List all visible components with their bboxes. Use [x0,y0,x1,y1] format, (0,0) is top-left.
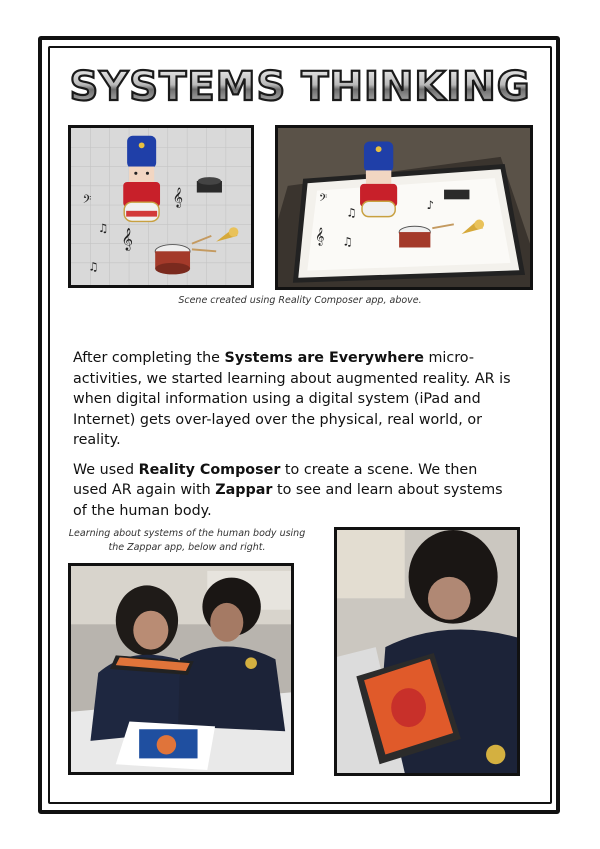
composer-scene-image [68,125,254,288]
svg-text:𝄞: 𝄞 [121,227,133,251]
svg-text:𝄢: 𝄢 [82,193,92,210]
svg-text:♫: ♫ [98,221,109,236]
page-title [0,62,600,108]
student-closeup-image [334,527,520,776]
top-caption: Scene created using Reality Composer app, above. [178,295,422,306]
body-text [73,348,513,530]
paragraph-1: After completing the Systems are Everywhere micro-activities, we started learning about augmented reality. AR is when digital information using a digital system (iPad and Internet) gets over-layed over the physical, real world, or reality. [73,350,511,448]
bottom-caption: Learning about systems of the human body using the Zappar app, below and right. [68,528,306,553]
title-wordart [69,62,531,110]
ar-scene-image [275,125,533,290]
svg-text:♫: ♫ [342,234,353,249]
svg-text:♪: ♪ [426,198,434,212]
svg-text:𝄢: 𝄢 [319,191,328,207]
svg-text:♫: ♫ [346,205,357,220]
paragraph-2: We used Reality Composer to create a scene. We then used AR again with Zappar to see and learn about systems of the human body. [73,461,503,519]
svg-text:𝄞: 𝄞 [315,227,325,246]
students-ipad-image [68,563,294,775]
svg-text:♫: ♫ [88,259,99,274]
title-text: SYSTEMS THINKING [69,64,531,110]
svg-text:𝄞: 𝄞 [172,188,183,209]
